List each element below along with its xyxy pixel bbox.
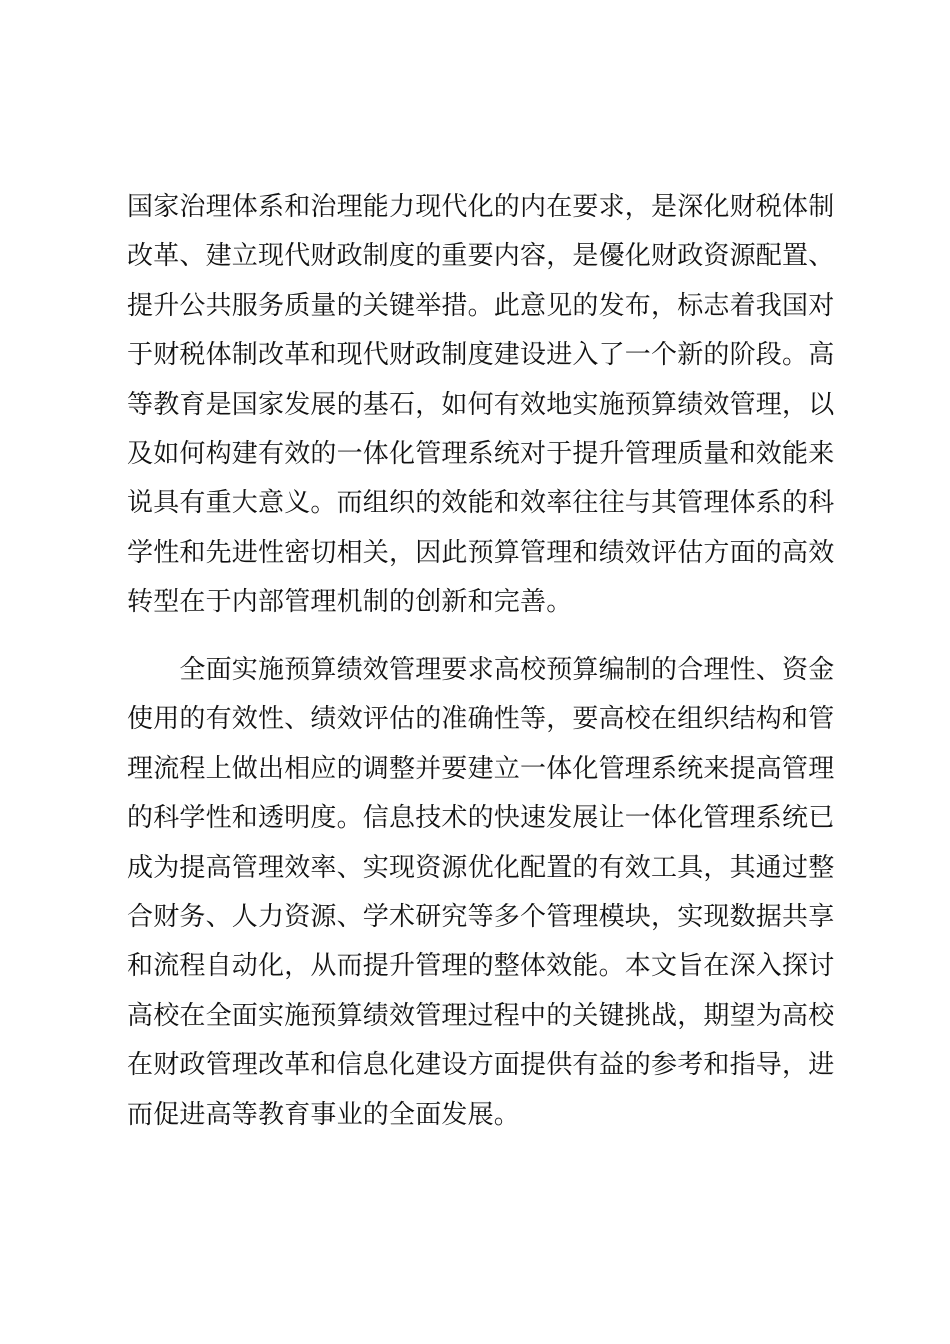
paragraph-line: 理流程上做出相应的调整并要建立一体化管理系统来提高管理	[127, 753, 835, 784]
paragraph-line: 而促进高等教育事业的全面发展。	[127, 1099, 521, 1130]
paragraph-line: 等教育是国家发展的基石，如何有效地实施预算绩效管理，以	[127, 389, 835, 420]
paragraph-line: 使用的有效性、绩效评估的准确性等，要高校在组织结构和管	[127, 704, 835, 735]
paragraph-line: 转型在于内部管理机制的创新和完善。	[127, 587, 573, 618]
paragraph-line: 及如何构建有效的一体化管理系统对于提升管理质量和效能来	[127, 438, 835, 469]
paragraph-line: 改革、建立现代财政制度的重要内容，是優化财政资源配置、	[127, 241, 835, 272]
paragraph-2	[127, 646, 837, 1140]
paragraph-line: 和流程自动化，从而提升管理的整体效能。本文旨在深入探讨	[127, 951, 835, 982]
paragraph-line: 成为提高管理效率、实现资源优化配置的有效工具，其通过整	[127, 852, 835, 883]
paragraph-line: 国家治理体系和治理能力现代化的内在要求，是深化财税体制	[127, 192, 835, 222]
paragraph-line: 在财政管理改革和信息化建设方面提供有益的参考和指导，进	[127, 1050, 835, 1081]
paragraph-line: 高校在全面实施预算绩效管理过程中的关键挑战，期望为高校	[127, 1000, 835, 1031]
paragraph-line: 说具有重大意义。而组织的效能和效率往往与其管理体系的科	[127, 488, 835, 519]
paragraph-line: 提升公共服务质量的关键举措。此意见的发布，标志着我国对	[127, 290, 835, 321]
paragraph-line: 学性和先进性密切相关，因此预算管理和绩效评估方面的高效	[127, 537, 835, 568]
paragraph-line: 于财税体制改革和现代财政制度建设进入了一个新的阶段。高	[127, 340, 835, 371]
paragraph-line: 的科学性和透明度。信息技术的快速发展让一体化管理系统已	[127, 803, 835, 834]
paragraph-line: 全面实施预算绩效管理要求高校预算编制的合理性、资金	[127, 655, 835, 685]
paragraph-line: 合财务、人力资源、学术研究等多个管理模块，实现数据共享	[127, 901, 835, 932]
paragraph-1	[127, 183, 837, 628]
